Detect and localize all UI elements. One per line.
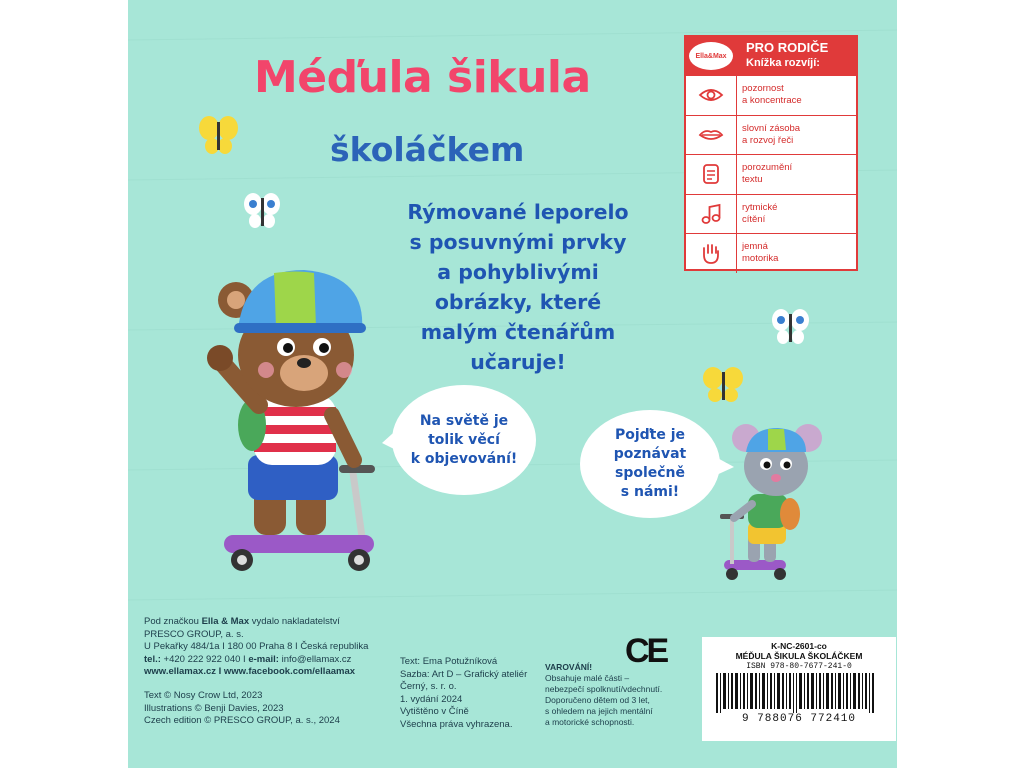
skill-row-rhythm (686, 194, 856, 234)
bear-on-scooter-illustration (204, 265, 404, 580)
mouse-on-scooter-illustration (718, 418, 828, 583)
book-back-cover (128, 0, 897, 768)
bubble-line: poznávat (613, 446, 687, 462)
music-note-icon (686, 195, 737, 234)
imprint-email: info@ellamax.cz (278, 653, 352, 665)
parents-box-header (686, 37, 856, 75)
book-title: Méďula šikula (254, 52, 591, 103)
credits-block (400, 656, 527, 731)
warning-line: s ohledem na jejich mentální (545, 706, 653, 716)
parents-box-heading: PRO RODIČE (746, 40, 829, 55)
bubble-line: společně (614, 465, 686, 481)
barcode-digits: 9 788076 772410 (741, 713, 857, 725)
skill-text: jemná (742, 241, 768, 252)
credits-line: Vytištěno v Číně (400, 706, 469, 717)
credits-line: 1. vydání 2024 (400, 693, 463, 705)
ce-mark: CE (625, 632, 667, 670)
warning-line: Obsahuje malé části – (545, 673, 630, 683)
credits-line: Černý, s. r. o. (400, 681, 457, 692)
blurb-line: obrázky, které (434, 290, 602, 314)
isbn-number: ISBN 978-80-7677-241-0 (746, 662, 852, 671)
ella-max-logo: Ella&Max (689, 42, 733, 70)
imprint-brand: Ella & Max (201, 616, 250, 627)
imprint-line: PRESCO GROUP, a. s. (144, 628, 244, 640)
book-subtitle: školáčkem (330, 130, 525, 169)
lips-icon (686, 116, 737, 155)
skill-text: textu (742, 174, 763, 185)
blurb-line: Rýmované leporelo (407, 200, 629, 224)
document-icon (686, 155, 737, 194)
skill-text: slovní zásoba (742, 122, 801, 134)
hand-icon (686, 234, 737, 273)
credits-line: Text: Ema Potužníková (400, 656, 498, 667)
copyright-block (144, 690, 340, 728)
bubble-line: Pojďte je (614, 427, 686, 443)
skill-text: rytmické (742, 201, 778, 213)
imprint-line: U Pekařky 484/1a I 180 00 Praha 8 I Česká republika (144, 641, 369, 652)
parents-box-subheading: Knížka rozvíjí: (746, 57, 820, 69)
blurb-line: malým čtenářům (420, 320, 616, 344)
skill-text: a rozvoj řeči (742, 134, 794, 146)
speech-bubble-tail (382, 425, 402, 455)
skill-text: a koncentrace (742, 95, 802, 106)
blurb-line: učaruje! (470, 350, 566, 374)
warning-line: a motorické schopnosti. (545, 717, 635, 727)
imprint-phone: +420 222 922 040 I (160, 653, 249, 665)
product-code: K-NC-2601-co (771, 641, 827, 651)
imprint-label: tel.: (144, 653, 161, 665)
bubble-line: Na světě je (419, 412, 509, 429)
skill-text: motorika (742, 253, 779, 264)
blurb-text (383, 197, 653, 377)
isbn-barcode-box (702, 637, 896, 741)
credits-line: Sazba: Art D – Grafický ateliér (400, 668, 528, 680)
imprint-line (144, 616, 368, 629)
warning-line: nebezpečí spolknutí/vdechnutí. (545, 684, 663, 694)
butterfly-icon (768, 305, 814, 349)
imprint-line (144, 654, 368, 667)
skill-row-vocabulary (686, 115, 856, 155)
blurb-line: s posuvnými prvky (409, 230, 627, 254)
bubble-line: s námi! (620, 484, 680, 500)
publisher-imprint (144, 616, 368, 679)
skill-row-motor (686, 233, 856, 273)
skill-row-comprehension (686, 154, 856, 194)
barcode-image (702, 671, 896, 713)
skill-text: cítění (742, 213, 766, 225)
imprint-web: www.ellamax.cz I www.facebook.com/ellaamax (144, 666, 356, 677)
eye-icon (686, 76, 737, 115)
butterfly-icon (194, 110, 244, 160)
bubble-line: tolik věcí (428, 431, 500, 448)
imprint-text: vydalo nakladatelství (249, 616, 340, 627)
copyright-line: Text © Nosy Crow Ltd, 2023 (144, 690, 263, 701)
skill-row-attention (686, 75, 856, 115)
credits-line: Všechna práva vyhrazena. (400, 718, 513, 730)
parents-info-box (684, 35, 858, 271)
isbn-title: MÉĎULA ŠIKULA ŠKOLÁČKEM (735, 651, 863, 661)
warning-line: Doporučeno dětem od 3 let, (545, 695, 650, 705)
imprint-label: e-mail: (248, 653, 279, 665)
speech-bubble-bear (392, 385, 536, 495)
skill-text: porozumění (742, 162, 793, 173)
skill-text: pozornost (742, 83, 784, 94)
bubble-line: k objevování! (410, 450, 518, 467)
warning-block (545, 662, 662, 728)
imprint-text: Pod značkou (144, 616, 202, 627)
butterfly-icon (698, 362, 748, 406)
blurb-line: a pohyblivými (437, 260, 599, 284)
speech-bubble-mouse (580, 410, 720, 518)
butterfly-icon (240, 188, 284, 234)
copyright-line: Czech edition © PRESCO GROUP, a. s., 2024 (144, 715, 340, 726)
warning-title: VAROVÁNÍ! (545, 662, 593, 672)
copyright-line: Illustrations © Benji Davies, 2023 (144, 702, 284, 714)
